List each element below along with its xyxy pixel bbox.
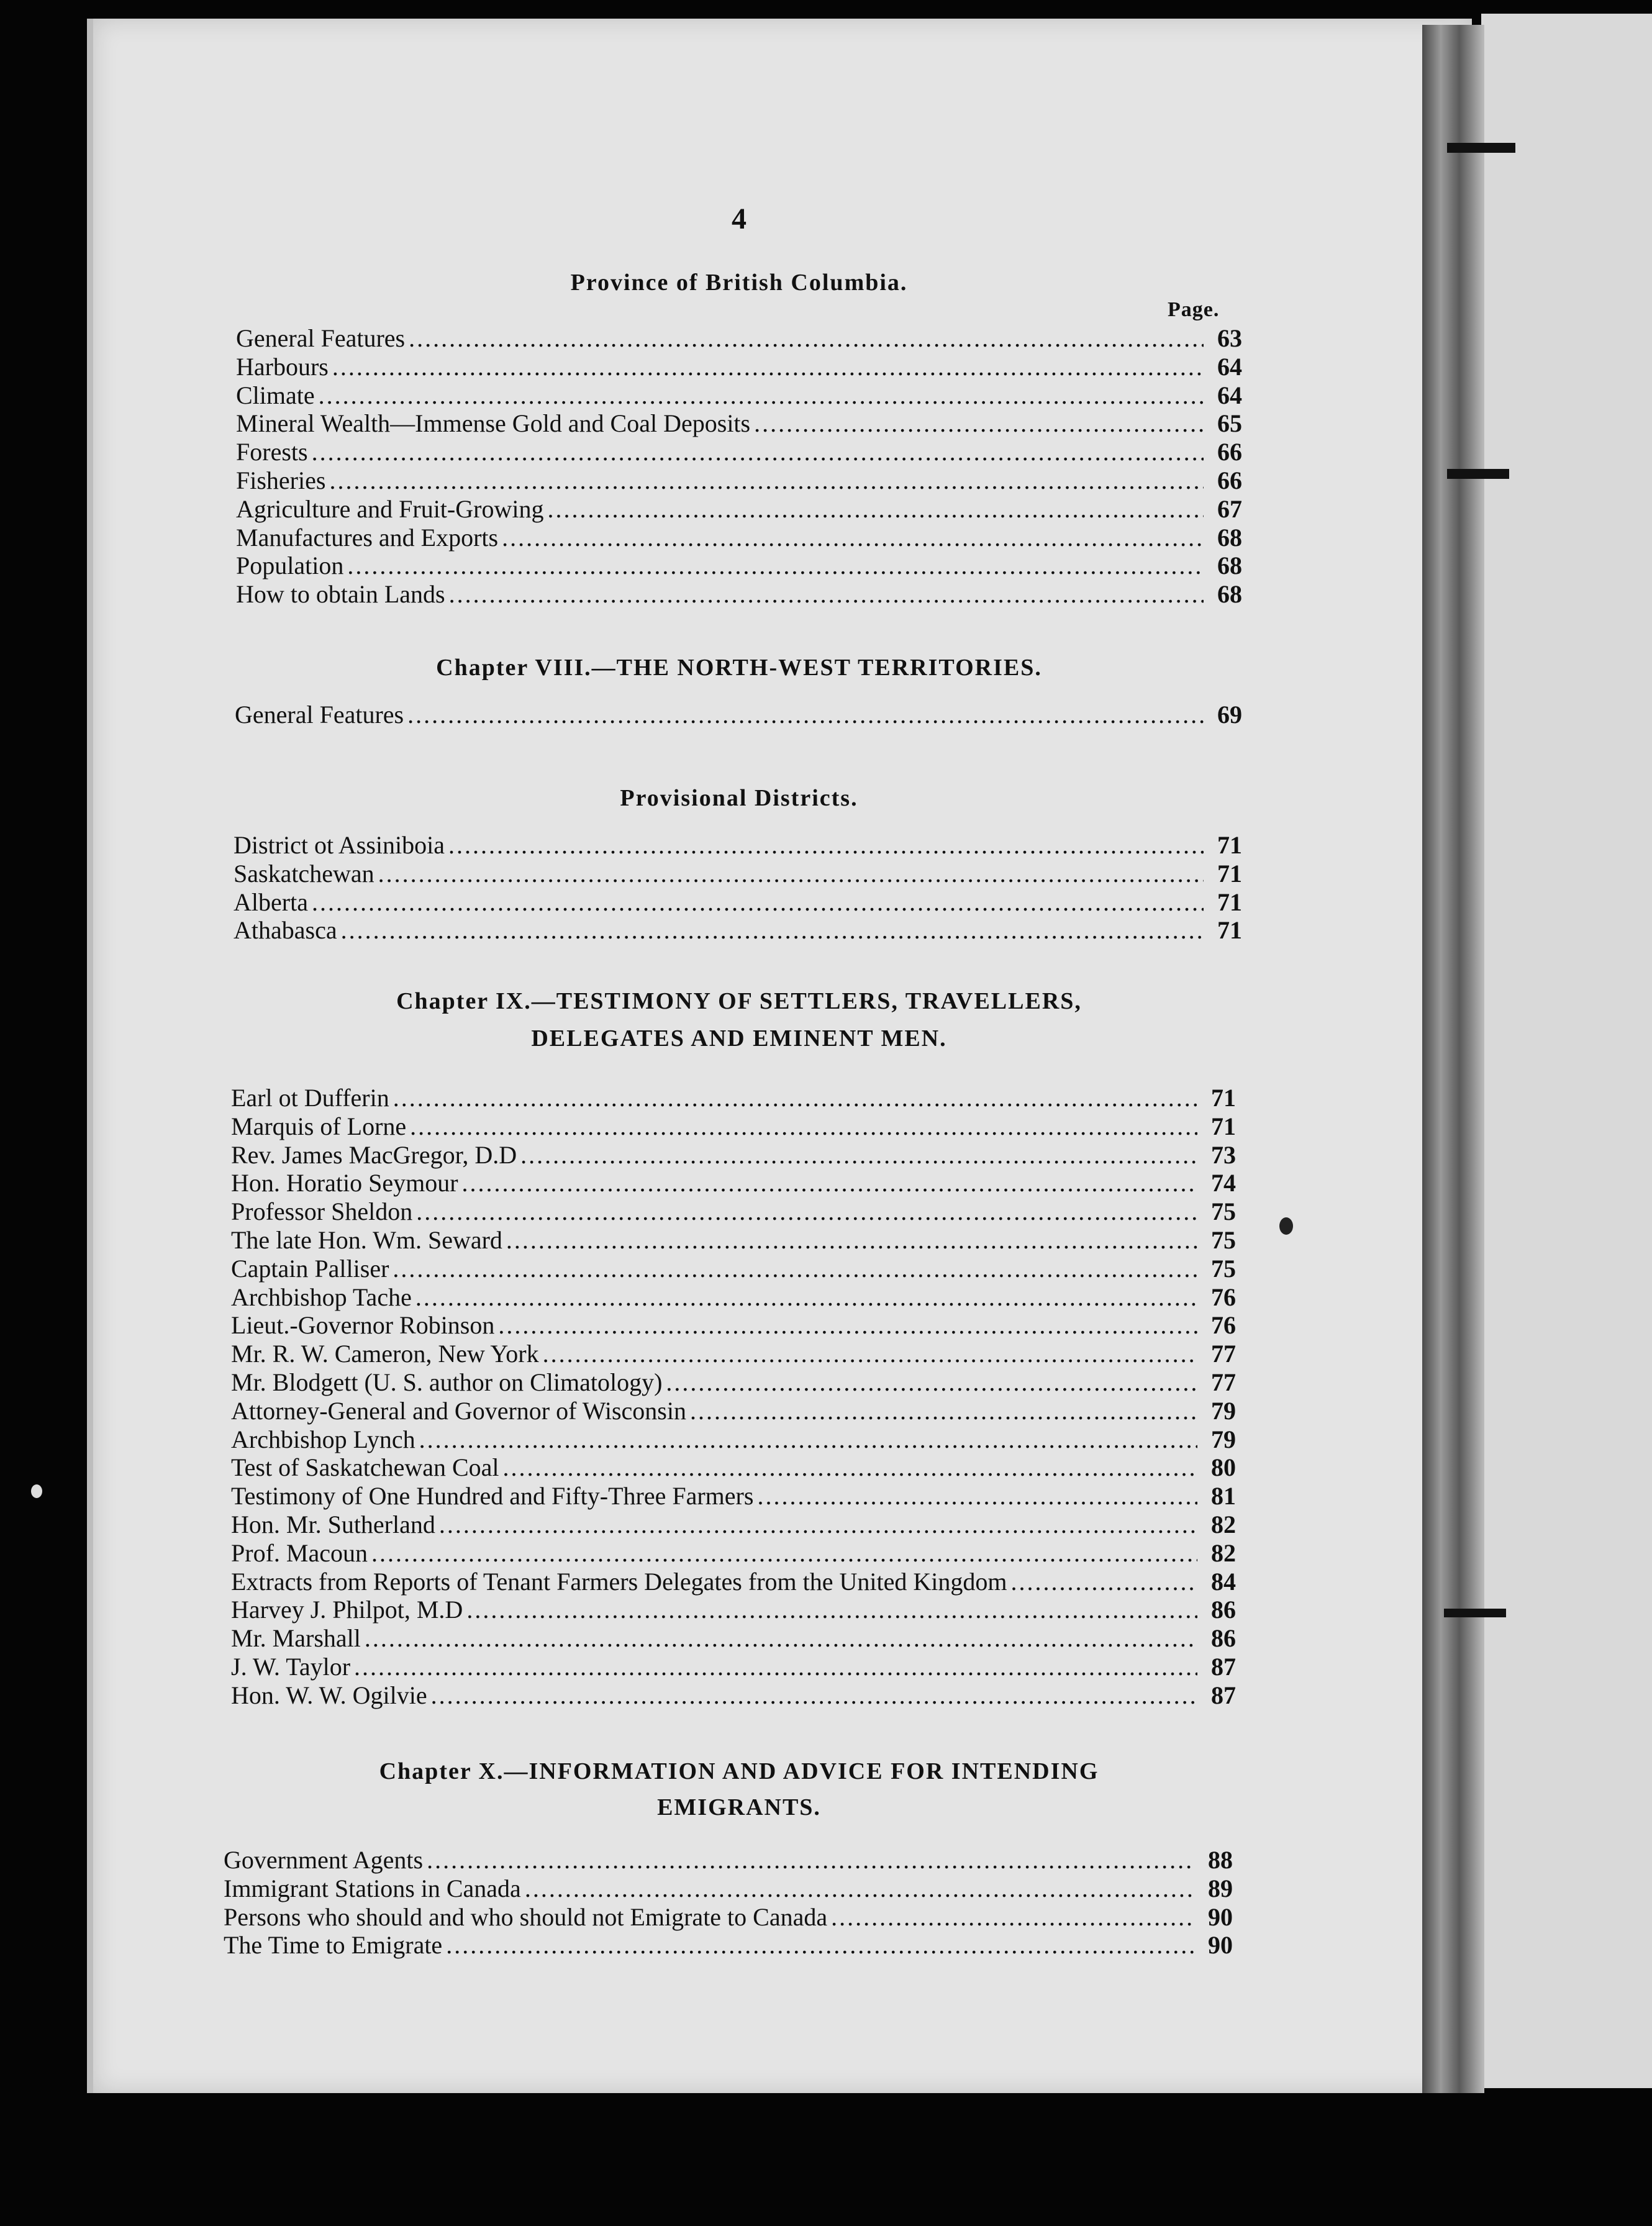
dot-leader bbox=[446, 1931, 1194, 1960]
dot-leader bbox=[419, 1425, 1197, 1454]
toc-entry-page: 71 bbox=[1217, 859, 1242, 888]
binding-notch bbox=[1447, 143, 1515, 153]
toc-entry-title: Lieut.-Governor Robinson bbox=[231, 1311, 495, 1340]
toc-entry bbox=[231, 1510, 1236, 1539]
toc-entry-title: Athabasca bbox=[234, 916, 337, 945]
toc-entry bbox=[236, 524, 1242, 552]
dot-leader bbox=[416, 1197, 1197, 1226]
dot-leader bbox=[393, 1255, 1197, 1283]
dot-leader bbox=[506, 1226, 1197, 1255]
dot-leader bbox=[312, 438, 1204, 466]
toc-entry bbox=[234, 860, 1242, 888]
toc-entry-page: 66 bbox=[1217, 466, 1242, 494]
toc-entry-title: J. W. Taylor bbox=[231, 1652, 351, 1681]
toc-entry bbox=[231, 1653, 1236, 1681]
toc-entry bbox=[234, 916, 1242, 945]
dot-leader bbox=[690, 1397, 1197, 1425]
toc-entry-page: 75 bbox=[1211, 1254, 1236, 1283]
dot-leader bbox=[329, 466, 1204, 495]
toc-entry bbox=[234, 888, 1242, 917]
dot-leader bbox=[754, 409, 1204, 438]
dot-leader bbox=[409, 324, 1204, 353]
dot-leader bbox=[503, 1453, 1197, 1482]
toc-entry bbox=[231, 1112, 1236, 1141]
dot-leader bbox=[831, 1903, 1194, 1932]
dot-leader bbox=[319, 381, 1204, 410]
toc-entry-page: 66 bbox=[1217, 438, 1242, 466]
toc-entry-title: Population bbox=[236, 552, 344, 580]
dot-leader bbox=[449, 580, 1204, 609]
section-heading-british-columbia: Province of British Columbia. bbox=[570, 270, 908, 296]
dot-leader bbox=[415, 1283, 1197, 1312]
toc-entry bbox=[236, 466, 1242, 495]
toc-entry-title: Attorney-General and Governor of Wisconsin bbox=[231, 1396, 686, 1425]
dot-leader bbox=[466, 1596, 1197, 1624]
toc-entry-title: Mr. Blodgett (U. S. author on Climatology) bbox=[231, 1368, 663, 1396]
toc-entry-title: Mr. Marshall bbox=[231, 1624, 361, 1653]
toc-entry-page: 90 bbox=[1208, 1931, 1233, 1960]
toc-entry-title: The Time to Emigrate bbox=[224, 1931, 443, 1960]
toc-entry bbox=[231, 1453, 1236, 1482]
adjacent-page-strip bbox=[1481, 14, 1652, 2088]
toc-entry-title: Mr. R. W. Cameron, New York bbox=[231, 1340, 539, 1368]
toc-entry-page: 64 bbox=[1217, 352, 1242, 381]
toc-entry bbox=[231, 1169, 1236, 1197]
toc-entry-title: Saskatchewan bbox=[234, 859, 374, 888]
toc-entry-title: Marquis of Lorne bbox=[231, 1112, 407, 1140]
dot-leader bbox=[757, 1482, 1197, 1510]
toc-entry-page: 71 bbox=[1217, 888, 1242, 916]
dot-leader bbox=[347, 552, 1204, 580]
toc-provisional-districts bbox=[234, 831, 1242, 945]
dot-leader bbox=[431, 1681, 1197, 1710]
dot-leader bbox=[371, 1539, 1197, 1568]
toc-entry-title: District ot Assiniboia bbox=[234, 831, 445, 859]
toc-entry-page: 68 bbox=[1217, 580, 1242, 609]
toc-entry-page: 77 bbox=[1211, 1340, 1236, 1368]
toc-entry bbox=[236, 409, 1242, 438]
toc-british-columbia bbox=[236, 324, 1242, 609]
toc-entry-page: 74 bbox=[1211, 1169, 1236, 1197]
dot-leader bbox=[666, 1368, 1197, 1397]
toc-entry bbox=[231, 1596, 1236, 1624]
dot-leader bbox=[427, 1846, 1194, 1874]
toc-entry bbox=[236, 495, 1242, 524]
toc-entry bbox=[224, 1846, 1233, 1874]
toc-entry-title: General Features bbox=[236, 324, 406, 352]
toc-entry-page: 80 bbox=[1211, 1453, 1236, 1482]
toc-entry-title: Immigrant Stations in Canada bbox=[224, 1874, 521, 1902]
toc-entry bbox=[231, 1368, 1236, 1397]
toc-entry-page: 82 bbox=[1211, 1538, 1236, 1567]
dot-leader bbox=[354, 1653, 1197, 1681]
dot-leader bbox=[448, 831, 1204, 860]
dot-leader bbox=[498, 1311, 1197, 1340]
chapter-heading-8: Chapter VIII.—THE NORTH-WEST TERRITORIES. bbox=[436, 655, 1042, 681]
dot-leader bbox=[547, 495, 1204, 524]
toc-entry bbox=[236, 580, 1242, 609]
toc-entry-title: Government Agents bbox=[224, 1846, 424, 1874]
toc-entry-page: 69 bbox=[1217, 701, 1242, 729]
toc-entry bbox=[231, 1141, 1236, 1170]
toc-entry-page: 71 bbox=[1217, 916, 1242, 945]
toc-entry-title: Harbours bbox=[236, 352, 329, 381]
chapter-heading-9-line2: DELEGATES AND EMINENT MEN. bbox=[531, 1025, 947, 1052]
toc-entry-page: 86 bbox=[1211, 1624, 1236, 1653]
dot-leader bbox=[407, 701, 1204, 729]
toc-entry-page: 86 bbox=[1211, 1596, 1236, 1624]
toc-entry-page: 68 bbox=[1217, 552, 1242, 580]
toc-entry-page: 75 bbox=[1211, 1225, 1236, 1254]
toc-entry-title: Manufactures and Exports bbox=[236, 523, 499, 552]
toc-entry bbox=[231, 1482, 1236, 1510]
chapter-heading-10-line2: EMIGRANTS. bbox=[657, 1794, 821, 1820]
toc-entry-title: General Features bbox=[235, 701, 404, 729]
toc-entry bbox=[231, 1283, 1236, 1312]
toc-entry-page: 75 bbox=[1211, 1197, 1236, 1226]
toc-entry-page: 76 bbox=[1211, 1311, 1236, 1340]
dot-leader bbox=[410, 1112, 1197, 1141]
margin-mark bbox=[31, 1484, 42, 1498]
dot-leader bbox=[341, 916, 1204, 945]
dot-leader bbox=[525, 1874, 1194, 1903]
toc-entry-title: Agriculture and Fruit-Growing bbox=[236, 494, 544, 523]
toc-entry-page: 77 bbox=[1211, 1368, 1236, 1396]
toc-entry bbox=[224, 1931, 1233, 1960]
toc-entry-title: Alberta bbox=[234, 888, 308, 916]
dot-leader bbox=[502, 524, 1204, 552]
toc-entry-title: Archbishop Lynch bbox=[231, 1425, 415, 1453]
toc-entry-page: 73 bbox=[1211, 1140, 1236, 1169]
toc-entry-title: Captain Palliser bbox=[231, 1254, 389, 1283]
toc-entry bbox=[224, 1903, 1233, 1932]
toc-entry-page: 64 bbox=[1217, 381, 1242, 409]
toc-entry-page: 90 bbox=[1208, 1902, 1233, 1931]
toc-entry bbox=[231, 1539, 1236, 1568]
toc-entry bbox=[231, 1226, 1236, 1255]
toc-entry-title: Mineral Wealth—Immense Gold and Coal Deposits bbox=[236, 409, 751, 438]
toc-entry-title: Hon. W. W. Ogilvie bbox=[231, 1681, 427, 1709]
toc-entry-title: Hon. Horatio Seymour bbox=[231, 1169, 458, 1197]
toc-entry bbox=[236, 438, 1242, 466]
toc-entry-title: Harvey J. Philpot, M.D bbox=[231, 1596, 463, 1624]
toc-entry-title: Test of Saskatchewan Coal bbox=[231, 1453, 499, 1482]
toc-entry bbox=[236, 552, 1242, 580]
toc-entry bbox=[231, 1340, 1236, 1368]
toc-entry-page: 79 bbox=[1211, 1425, 1236, 1453]
toc-entry-page: 89 bbox=[1208, 1874, 1233, 1902]
dot-leader bbox=[439, 1510, 1197, 1539]
toc-entry bbox=[231, 1255, 1236, 1283]
toc-entry-page: 71 bbox=[1217, 831, 1242, 859]
toc-entry bbox=[231, 1311, 1236, 1340]
toc-entry-title: Hon. Mr. Sutherland bbox=[231, 1510, 435, 1538]
toc-entry bbox=[231, 1568, 1236, 1596]
toc-entry-page: 88 bbox=[1208, 1846, 1233, 1874]
toc-entry-title: How to obtain Lands bbox=[236, 580, 445, 609]
toc-entry bbox=[231, 1425, 1236, 1454]
toc-chapter-9 bbox=[231, 1084, 1236, 1710]
toc-entry-page: 65 bbox=[1217, 409, 1242, 438]
toc-entry bbox=[234, 831, 1242, 860]
toc-entry-page: 68 bbox=[1217, 523, 1242, 552]
page-number: 4 bbox=[732, 202, 747, 235]
toc-entry bbox=[231, 1681, 1236, 1710]
toc-entry-page: 71 bbox=[1211, 1112, 1236, 1140]
toc-entry-title: Professor Sheldon bbox=[231, 1197, 413, 1226]
toc-entry bbox=[231, 1084, 1236, 1112]
toc-chapter-8 bbox=[235, 701, 1242, 729]
toc-entry-page: 82 bbox=[1211, 1510, 1236, 1538]
dot-leader bbox=[378, 860, 1204, 888]
toc-chapter-10 bbox=[224, 1846, 1233, 1960]
toc-entry-page: 87 bbox=[1211, 1681, 1236, 1709]
toc-entry-title: The late Hon. Wm. Seward bbox=[231, 1225, 502, 1254]
toc-entry-title: Climate bbox=[236, 381, 315, 409]
toc-entry-page: 71 bbox=[1211, 1084, 1236, 1112]
toc-entry bbox=[235, 701, 1242, 729]
toc-entry-page: 63 bbox=[1217, 324, 1242, 352]
toc-entry-title: Rev. James MacGregor, D.D bbox=[231, 1140, 517, 1169]
toc-entry bbox=[236, 324, 1242, 353]
toc-entry bbox=[236, 353, 1242, 381]
dot-leader bbox=[365, 1624, 1197, 1653]
binding-notch bbox=[1447, 469, 1509, 479]
dot-leader bbox=[462, 1169, 1197, 1197]
ink-spot bbox=[1279, 1217, 1293, 1235]
dot-leader bbox=[520, 1141, 1197, 1170]
toc-entry-page: 87 bbox=[1211, 1652, 1236, 1681]
toc-entry-title: Earl ot Dufferin bbox=[231, 1084, 389, 1112]
chapter-heading-9-line1: Chapter IX.—TESTIMONY OF SETTLERS, TRAVELLERS, bbox=[396, 988, 1082, 1014]
toc-entry-title: Testimony of One Hundred and Fifty-Three Farmers bbox=[231, 1482, 754, 1510]
toc-entry-title: Forests bbox=[236, 438, 308, 466]
toc-entry bbox=[224, 1874, 1233, 1903]
toc-entry bbox=[231, 1197, 1236, 1226]
dot-leader bbox=[1010, 1568, 1197, 1596]
toc-entry-page: 76 bbox=[1211, 1283, 1236, 1311]
dot-leader bbox=[393, 1084, 1197, 1112]
page-column-label: Page. bbox=[1168, 298, 1220, 321]
dot-leader bbox=[543, 1340, 1197, 1368]
binding-notch bbox=[1444, 1609, 1506, 1617]
toc-entry-title: Persons who should and who should not Emigrate to Canada bbox=[224, 1902, 828, 1931]
toc-entry-page: 81 bbox=[1211, 1482, 1236, 1510]
toc-entry-page: 79 bbox=[1211, 1396, 1236, 1425]
toc-entry-title: Extracts from Reports of Tenant Farmers Delegates from the United Kingdom bbox=[231, 1567, 1007, 1596]
toc-entry-page: 84 bbox=[1211, 1567, 1236, 1596]
section-heading-provisional-districts: Provisional Districts. bbox=[620, 785, 858, 811]
chapter-heading-10-line1: Chapter X.—INFORMATION AND ADVICE FOR INTENDING bbox=[379, 1758, 1099, 1784]
toc-entry bbox=[236, 381, 1242, 410]
toc-entry-title: Fisheries bbox=[236, 466, 326, 494]
toc-entry bbox=[231, 1397, 1236, 1425]
toc-entry bbox=[231, 1624, 1236, 1653]
toc-entry-page: 67 bbox=[1217, 494, 1242, 523]
toc-entry-title: Archbishop Tache bbox=[231, 1283, 412, 1311]
dot-leader bbox=[332, 353, 1204, 381]
toc-entry-title: Prof. Macoun bbox=[231, 1538, 368, 1567]
dot-leader bbox=[312, 888, 1204, 917]
